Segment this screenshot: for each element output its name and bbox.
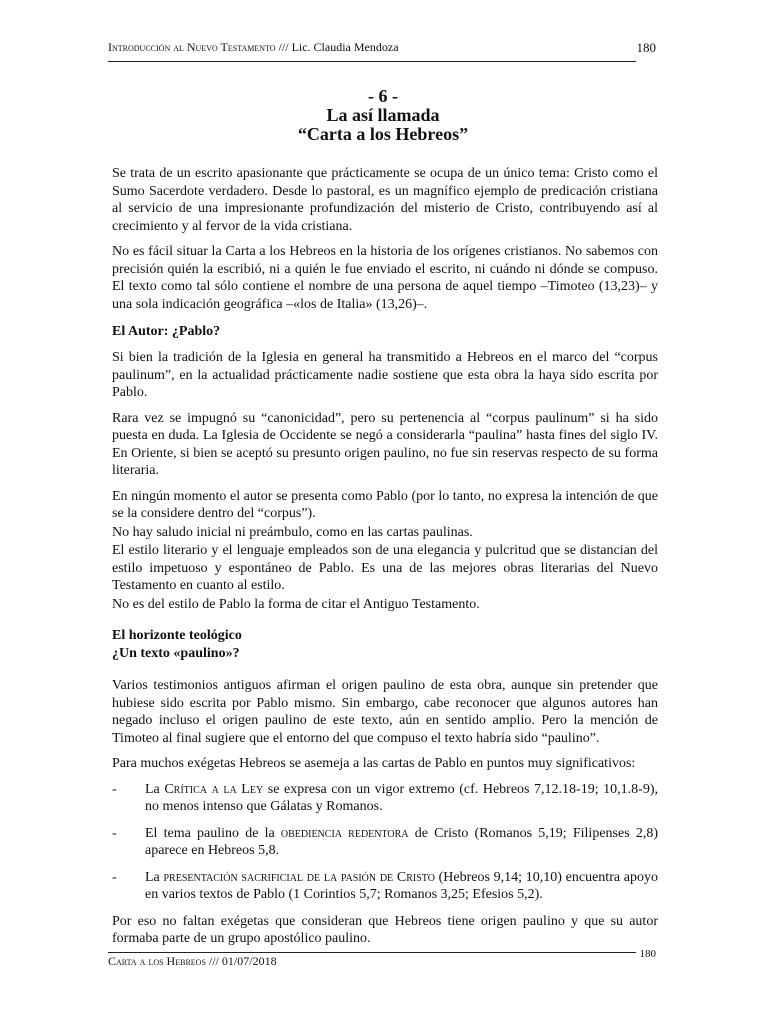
- footer-title: Carta a los Hebreos: [108, 954, 206, 968]
- list-item-pre: La: [145, 781, 165, 797]
- section-paragraph: Para muchos exégetas Hebreos se asemeja a las cartas de Pablo en puntos muy significativos:: [112, 756, 636, 771]
- list-item: [112, 781, 658, 816]
- main-content: [112, 165, 658, 956]
- section-paragraph: No hay saludo inicial ni preámbulo, como en las cartas paulinas.: [112, 524, 473, 540]
- section-heading-line2: ¿Un texto «paulino»?: [112, 646, 240, 661]
- section-heading-theology: [112, 627, 658, 663]
- section-heading-author: El Autor: ¿Pablo?: [112, 324, 221, 339]
- section-paragraph: Rara vez se impugnó su “canonicidad”, pero su pertenencia al “corpus paulinum” si ha sido puesta en duda. La Iglesia de Occidente se negó a considerarla “paulina” hasta fines del siglo IV. En Oriente, si bien se aceptó su presunto origen paulino, no fue sin reservas respecto de su forma literaria.: [112, 410, 658, 478]
- intro-paragraph: No es fácil situar la Carta a los Hebreos en la historia de los orígenes cristianos. No sabemos con precisión quién la escribió, ni a quién le fue enviado el escrito, ni cuándo ni dónde se compuso. El texto como tal sólo contiene el nombre de una persona de aquel tiempo –Timoteo (13,23)– y una sola indicación geográfica –«los de Italia» (13,26)–.: [112, 244, 658, 312]
- section-paragraph: Varios testimonios antiguos afirman el origen paulino de esta obra, aunque sin pretender que hubiese sido escrita por Pablo mismo. Sin embargo, cabe reconocer que algunos autores han negado incluso el origen paulino de este texto, aún en sentido amplio. Pero la mención de Timoteo al final sugiere que el entorno del que compuso el texto habría sido “paulino”.: [112, 678, 658, 746]
- chapter-title-line2: “Carta a los Hebreos”: [297, 124, 469, 144]
- list-dash: -: [112, 825, 117, 841]
- running-header: [108, 40, 656, 55]
- list-item: [112, 825, 658, 860]
- footer-page-number: 180: [639, 948, 656, 960]
- footer-rule: [108, 952, 636, 953]
- list-item: [112, 869, 658, 904]
- list-item-post: (Hebreos 9,14; 10,10) encuentra apoyo en varios textos de Pablo (1 Corintios 5,7; Romanos 3,25; Efesios 5,2).: [145, 869, 658, 902]
- list-item-emphasis: obediencia redentora: [280, 825, 409, 841]
- chapter-title: [108, 87, 658, 144]
- list-dash: -: [112, 869, 117, 885]
- running-footer: [108, 948, 656, 969]
- section-paragraph: En ningún momento el autor se presenta como Pablo (por lo tanto, no expresa la intención de que se la considere dentro del “corpus”).: [112, 488, 658, 521]
- intro-paragraph: Se trata de un escrito apasionante que prácticamente se ocupa de un único tema: Cristo como el Sumo Sacerdote verdadero. Desde lo pastoral, es un magnífico ejemplo de predicación cristiana al servicio de una impresionante profundización del misterio de Cristo, contribuyendo así al crecimiento y al fervor de la vida cristiana.: [112, 166, 658, 234]
- header-page-number: 180: [636, 40, 656, 55]
- section-heading-line1: El horizonte teológico: [112, 628, 242, 643]
- header-author: Lic. Claudia Mendoza: [291, 40, 399, 54]
- list-item-emphasis: presentación sacrificial de la pasión de Cristo: [163, 869, 435, 885]
- list-item-pre: El tema paulino de la: [145, 825, 281, 841]
- section-paragraph: Si bien la tradición de la Iglesia en general ha transmitido a Hebreos en el marco del “corpus paulinum”, en la actualidad prácticamente nadie sostiene que esta obra la haya sido escrita por Pablo.: [112, 350, 658, 400]
- list-item-post: de Cristo (Romanos 5,19; Filipenses 2,8) aparece en Hebreos 5,8.: [145, 825, 658, 858]
- section-paragraph: Por eso no faltan exégetas que consideran que Hebreos tiene origen paulino y que su autor formaba parte de un grupo apostólico paulino.: [112, 913, 658, 946]
- list-item-emphasis: Crítica a la Ley: [164, 781, 264, 797]
- list-dash: -: [112, 781, 117, 797]
- header-separator: ///: [278, 40, 289, 54]
- chapter-number: - 6 -: [368, 86, 398, 106]
- section-paragraph: No es del estilo de Pablo la forma de citar el Antiguo Testamento.: [112, 596, 480, 612]
- list-item-pre: La: [145, 869, 164, 885]
- header-course: Introducción al Nuevo Testamento: [108, 40, 276, 54]
- header-rule: [108, 61, 636, 62]
- list-item-post: se expresa con un vigor extremo (cf. Hebreos 7,12.18-19; 10,1.8-9), no menos intenso que Gálatas y Romanos.: [145, 781, 658, 814]
- footer-separator: ///: [208, 954, 219, 968]
- similarity-list: [112, 781, 658, 904]
- chapter-title-line1: La así llamada: [326, 105, 440, 125]
- footer-date: 01/07/2018: [221, 954, 277, 968]
- section-paragraph: El estilo literario y el lenguaje empleados son de una elegancia y pulcritud que se distancian del estilo impetuoso y espontáneo de Pablo. Es una de las mejores obras literarias del Nuevo Testamento en cuanto al estilo.: [112, 543, 658, 593]
